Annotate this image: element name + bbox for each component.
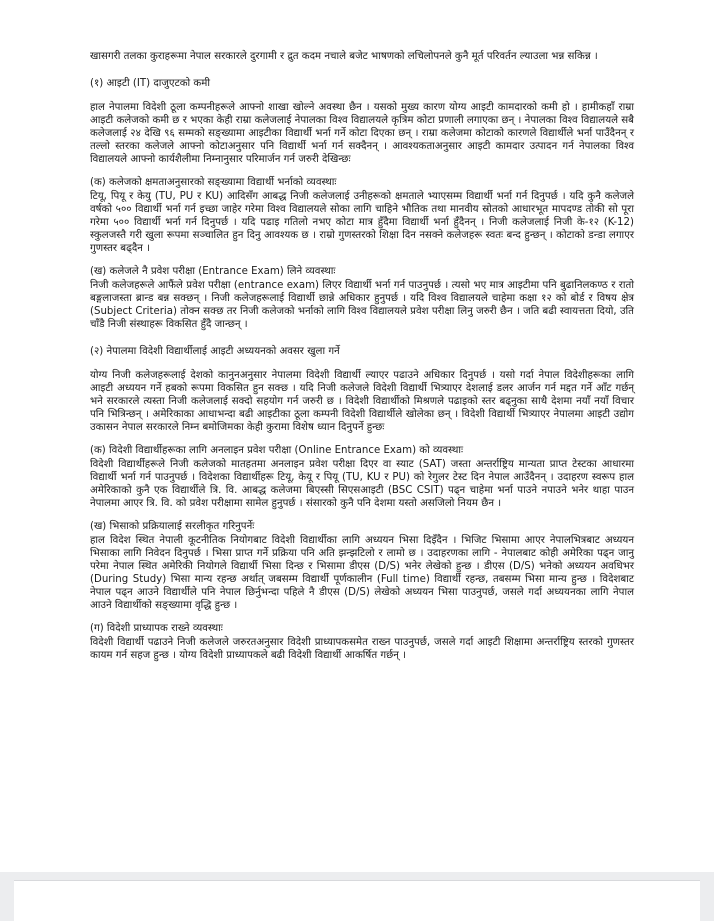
- next-page-edge: [14, 880, 700, 921]
- intro-paragraph: खासगरी तलका कुराहरूमा नेपाल सरकारले दुरगामी र द्रुत कदम नचाले बजेट भाषणको लचिलोपनले कुनै मूर्त परिवर्तन ल्याउला भन्न सकिन्न ।: [90, 51, 598, 62]
- section-2-body: योग्य निजी कलेजहरूलाई देशको कानुनअनुसार नेपालमा विदेशी विद्यार्थी ल्याएर पढाउने अधिकार दिनुपर्छ । यसो गर्दा नेपाल विदेशीहरूका लागि आइटी अध्ययन गर्ने हबको रूपमा विकसित हुन सक्छ । यदि निजी कलेजले विदेशी विद्यार्थी भित्र्याएर देशलाई डलर आर्जन गर्न मद्दत गर्ने आँट गर्छन् भने सरकारले त्यस्ता निजी कलेजलाई सक्दो सहयोग गर्न जरुरी छ । विदेशी विद्यार्थीको मिश्रणले पढाइको स्तर बढ्नुका साथै देशमा नयाँ नयाँ विचार पनि भित्रिन्छन् । अमेरिकाका आधाभन्दा बढी आइटीका ठूला कम्पनी विदेशी विद्यार्थीले खोलेका छन् । विदेशी विद्यार्थी भित्र्याएर नेपालमा आइटी उद्योग उकासन नेपाल सरकारले निम्न बमोजिमका केही कुरामा विशेष ध्यान दिनुपर्ने हुन्छः: [90, 370, 634, 433]
- section-2a-heading: (क) विदेशी विद्यार्थीहरूका लागि अनलाइन प्रवेश परीक्षा (Online Entrance Exam) को व्यवस्थाः: [90, 445, 464, 456]
- section-1b-body: निजी कलेजहरूले आफैंले प्रवेश परीक्षा (entrance exam) लिएर विद्यार्थी भर्ना गर्न पाउनुपर्छ । त्यसो भए मात्र आइटीमा पनि बुढानिलकण्ठ र रातो बङ्गलाजस्ता ब्रान्ड बन्न सक्छन् । निजी कलेजहरूलाई विद्यार्थी छान्ने अधिकार हुनुपर्छ । यदि विश्व विद्यालयले चाहेमा कक्षा १२ को बोर्ड र विषय क्षेत्र (Subject Criteria) तोक्न सक्छ तर निजी कलेजको भर्नाको लागि विश्व विद्यालयले प्रवेश परीक्षा लिनु जरुरी छैन । जति बढी स्वायत्तता दियो, उति चाँडै निजी संस्थाहरू विकसित हुँदै जान्छन् ।: [90, 280, 634, 330]
- section-2b-heading: (ख) भिसाको प्रक्रियालाई सरलीकृत गरिनुपर्नेः: [90, 521, 255, 532]
- section-1-heading: (१) आइटी (IT) दाजुएटको कमी: [90, 78, 210, 89]
- section-2a-body: विदेशी विद्यार्थीहरूले निजी कलेजको मातहतमा अनलाइन प्रवेश परीक्षा दिएर वा स्याट (SAT) जस्ता अन्तर्राष्ट्रिय मान्यता प्राप्त टेस्टका आधारमा विद्यार्थी भर्ना गर्न पाउनुपर्छ । विदेशका विद्यार्थीहरू टियू, केयू र पियू (TU, KU र PU) को रेगुलर टेस्ट दिन नेपाल आउँदैनन् । उदाहरण स्वरूप हाल अमेरिकाको कुनै एक विद्यार्थीले त्रि. वि. आबद्ध कलेजमा बिएस्सी सिएसआइटी (BSC CSIT) पढ्न चाहेमा भर्ना पाउने नपाउने भनेर थाहा पाउन नेपालमा आएर त्रि. वि. को प्रवेश परीक्षामा सामेल हुनुपर्छ । संसारको कुनै पनि देशमा यस्तो असजिलो नियम छैन ।: [90, 459, 634, 509]
- section-2b-body: हाल विदेश स्थित नेपाली कूटनीतिक नियोगबाट विदेशी विद्यार्थीका लागि अध्ययन भिसा दिइँदैन । भिजिट भिसामा आएर नेपालभित्रबाट अध्ययन भिसाका लागि निवेदन दिनुपर्छ । भिसा प्राप्त गर्ने प्रक्रिया पनि अति झन्झटिलो र लामो छ । उदाहरणका लागि - नेपालबाट कोही अमेरिका पढ्न जानु परेमा नेपाल स्थित अमेरिकी नियोगले विद्यार्थी भिसा दिन्छ र भिसामा डीएस (D/S) भनेर लेखेको हुन्छ । डीएस (D/S) भनेको अध्ययन अवधिभर (During Study) भिसा मान्य रहन्छ अर्थात् जबसम्म विद्यार्थी पूर्णकालीन (Full time) विद्यार्थी रहन्छ, तबसम्म भिसा मान्य हुन्छ । विदेशबाट नेपाल पढ्न आउने विद्यार्थीले पनि नेपाल छिर्नुभन्दा पहिले नै डीएस (D/S) लेखेको अध्ययन भिसा पाउनुपर्छ, जसले गर्दा अध्ययनका लागि नेपाल आउने विद्यार्थीको सङ्ख्यामा वृद्धि हुन्छ ।: [90, 535, 634, 611]
- section-1-body: हाल नेपालमा विदेशी ठूला कम्पनीहरूले आफ्नो शाखा खोल्ने अवस्था छैन । यसको मुख्य कारण योग्य आइटी कामदारको कमी हो । हामीकहाँ राम्रा आइटी कलेजको कमी छ र भएका केही राम्रा कलेजलाई नेपालका विश्व विद्यालयले कृत्रिम कोटा प्रणाली लगाएका छन् । नेपालका विश्व विद्यालयले सबै कलेजलाई २४ देखि ९६ सम्मको सङ्ख्यामा आइटीका विद्यार्थी भर्ना गर्ने कोटा दिएका छन् । राम्रा कलेजमा कोटाको कारणले विद्यार्थीले भर्ना पाउँदैनन् र तल्लो स्तरका कलेजले आफ्नो कोटाअनुसार पनि विद्यार्थी भर्ना गर्न सक्दैनन् । आवश्यकताअनुसार आइटी कामदार उत्पादन गर्न नेपालका विश्व विद्यालयले आफ्नो कार्यशैलीमा निम्नानुसार परिमार्जन गर्न जरुरी देखिन्छः: [90, 102, 634, 165]
- section-1b-heading: (ख) कलेजले नै प्रवेश परीक्षा (Entrance Exam) लिने व्यवस्थाः: [90, 266, 336, 277]
- section-1a-heading: (क) कलेजको क्षमताअनुसारको सङ्ख्यामा विद्यार्थी भर्नाको व्यवस्थाः: [90, 177, 337, 188]
- section-2c-heading: (ग) विदेशी प्राध्यापक राख्ने व्यवस्थाः: [90, 623, 223, 634]
- section-1a-body: टियू, पियू र केयु (TU, PU र KU) आदिसँग आबद्ध निजी कलेजलाई उनीहरूको क्षमताले भ्याएसम्म विद्यार्थी भर्ना गर्न दिनुपर्छ । यदि कुनै कलेजले वर्षको ५०० विद्यार्थी भर्ना गर्न इच्छा जाहेर गरेमा विश्व विद्यालयले सोका लागि चाहिने भौतिक तथा मानवीय स्रोतको आधारभूत मापदण्ड तोकी सो पूरा गरेमा ५०० विद्यार्थी भर्ना गर्न दिनुपर्छ । यदि पढाइ गतिलो नभए कोटा मात्र हुँदैमा विद्यार्थी भर्ना हुँदैनन् । निजी कलेजलाई निजी के-१२ (K-12) स्कुलजस्तै गरी खुला रूपमा सञ्चालित हुन दिनु आवश्यक छ । राम्रो गुणस्तरको शिक्षा दिन नसक्ने कलेजहरू स्वतः बन्द हुन्छन् । कोटाको डन्डा लगाएर गुणस्तर बढ्दैन ।: [90, 191, 634, 254]
- section-2c-body: विदेशी विद्यार्थी पढाउने निजी कलेजले जरुरतअनुसार विदेशी प्राध्यापकसमेत राख्न पाउनुपर्छ, जसले गर्दा आइटी शिक्षामा अन्तर्राष्ट्रिय स्तरको गुणस्तर कायम गर्न सहज हुन्छ । योग्य विदेशी प्राध्यापकले बढी विदेशी विद्यार्थी आकर्षित गर्छन् ।: [90, 637, 634, 661]
- section-2-heading: (२) नेपालमा विदेशी विद्यार्थीलाई आइटी अध्ययनको अवसर खुला गर्ने: [90, 346, 340, 357]
